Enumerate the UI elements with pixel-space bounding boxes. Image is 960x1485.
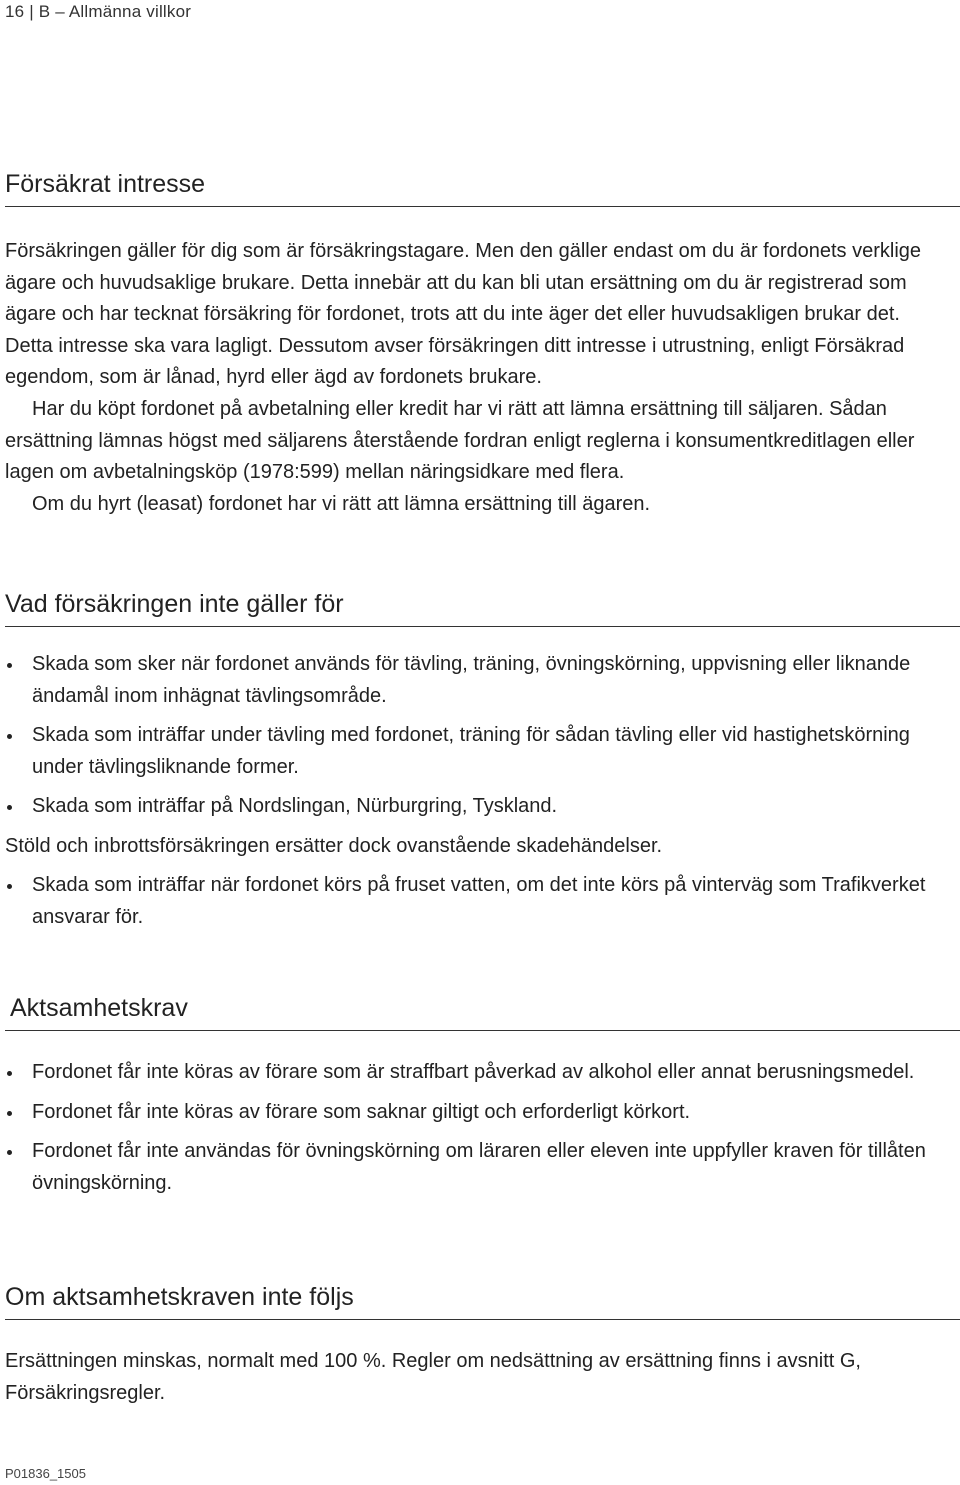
page-header: 16 | B – Allmänna villkor (5, 2, 192, 21)
list-item-text: Fordonet får inte köras av förare som är straffbart påverkad av alkohol eller annat berusningsmedel. (32, 1061, 915, 1083)
bullet-icon (7, 734, 12, 739)
list-item (5, 649, 952, 712)
bullet-icon (7, 663, 12, 668)
section-title: Försäkrat intresse (5, 168, 960, 207)
list-item-text: Skada som sker när fordonet används för tävling, träning, övningskörning, uppvisning eller liknande ändamål inom inhägnat tävlingsområde. (32, 653, 911, 707)
document-code: P01836_1505 (5, 1466, 86, 1481)
section-title: Om aktsamhetskraven inte följs (5, 1281, 960, 1320)
bullet-list (5, 1057, 960, 1199)
section-title: Vad försäkringen inte gäller för (5, 588, 960, 627)
list-item (5, 1057, 952, 1089)
bullet-icon (7, 1111, 12, 1116)
list-item-text: Skada som inträffar när fordonet körs på fruset vatten, om det inte körs på vinterväg som Trafikverket ansvarar för. (32, 874, 926, 928)
bullet-list (5, 870, 960, 933)
bullet-icon (7, 884, 12, 889)
list-item-text: Fordonet får inte köras av förare som saknar giltigt och erforderligt körkort. (32, 1100, 691, 1123)
paragraph: Försäkringen gäller för dig som är försäkringstagare. Men den gäller endast om du är fordonets verklige ägare och huvudsaklige brukare. Detta innebär att du kan bli utan ersättning om du är registrerad som ägare och har tecknat försäkring för fordonet, trots att du inte äger det eller huvudsakligen brukar det. Detta intresse ska vara lagligt. Dessutom avser försäkringen ditt intresse i utrustning, enligt Försäkrad egendom, som är lånad, hyrd eller ägd av fordonets brukare. (5, 240, 922, 389)
bullet-icon (7, 805, 12, 810)
paragraph: Om du hyrt (leasat) fordonet har vi rätt att lämna ersättning till ägaren. (32, 492, 651, 515)
bullet-icon (7, 1071, 12, 1076)
section-om-aktsamhetskraven (5, 1281, 960, 1409)
list-item (5, 870, 952, 933)
section-title: Aktsamhetskrav (5, 992, 960, 1031)
bullet-list (5, 649, 960, 823)
section-undantag (5, 588, 960, 941)
list-item (5, 720, 952, 783)
list-item-text: Skada som inträffar på Nordslingan, Nürburgring, Tyskland. (32, 795, 558, 817)
paragraph: Ersättningen minskas, normalt med 100 %. Regler om nedsättning av ersättning finns i avsnitt G, Försäkringsregler. (5, 1350, 861, 1404)
bullet-icon (7, 1150, 12, 1155)
list-item (5, 1097, 952, 1129)
list-item-text: Skada som inträffar under tävling med fordonet, träning för sådan tävling eller vid hastighetskörning under tävlingsliknande former. (32, 724, 910, 778)
note-text: Stöld och inbrottsförsäkringen ersätter dock ovanstående skadehändelser. (5, 834, 663, 857)
section-forsakrat-intresse (5, 168, 960, 520)
list-item (5, 1136, 952, 1199)
list-item (5, 791, 952, 823)
section-aktsamhetskrav (5, 992, 960, 1207)
list-item-text: Fordonet får inte användas för övningskörning om läraren eller eleven inte uppfyller kraven för tillåten övningskörning. (32, 1140, 926, 1194)
paragraph: Har du köpt fordonet på avbetalning eller kredit har vi rätt att lämna ersättning till säljaren. Sådan ersättning lämnas högst med säljarens återstående fordran enligt reglerna i konsumentkreditlagen eller lagen om avbetalningsköp (1978:599) mellan näringsidkare med flera. (5, 397, 915, 484)
